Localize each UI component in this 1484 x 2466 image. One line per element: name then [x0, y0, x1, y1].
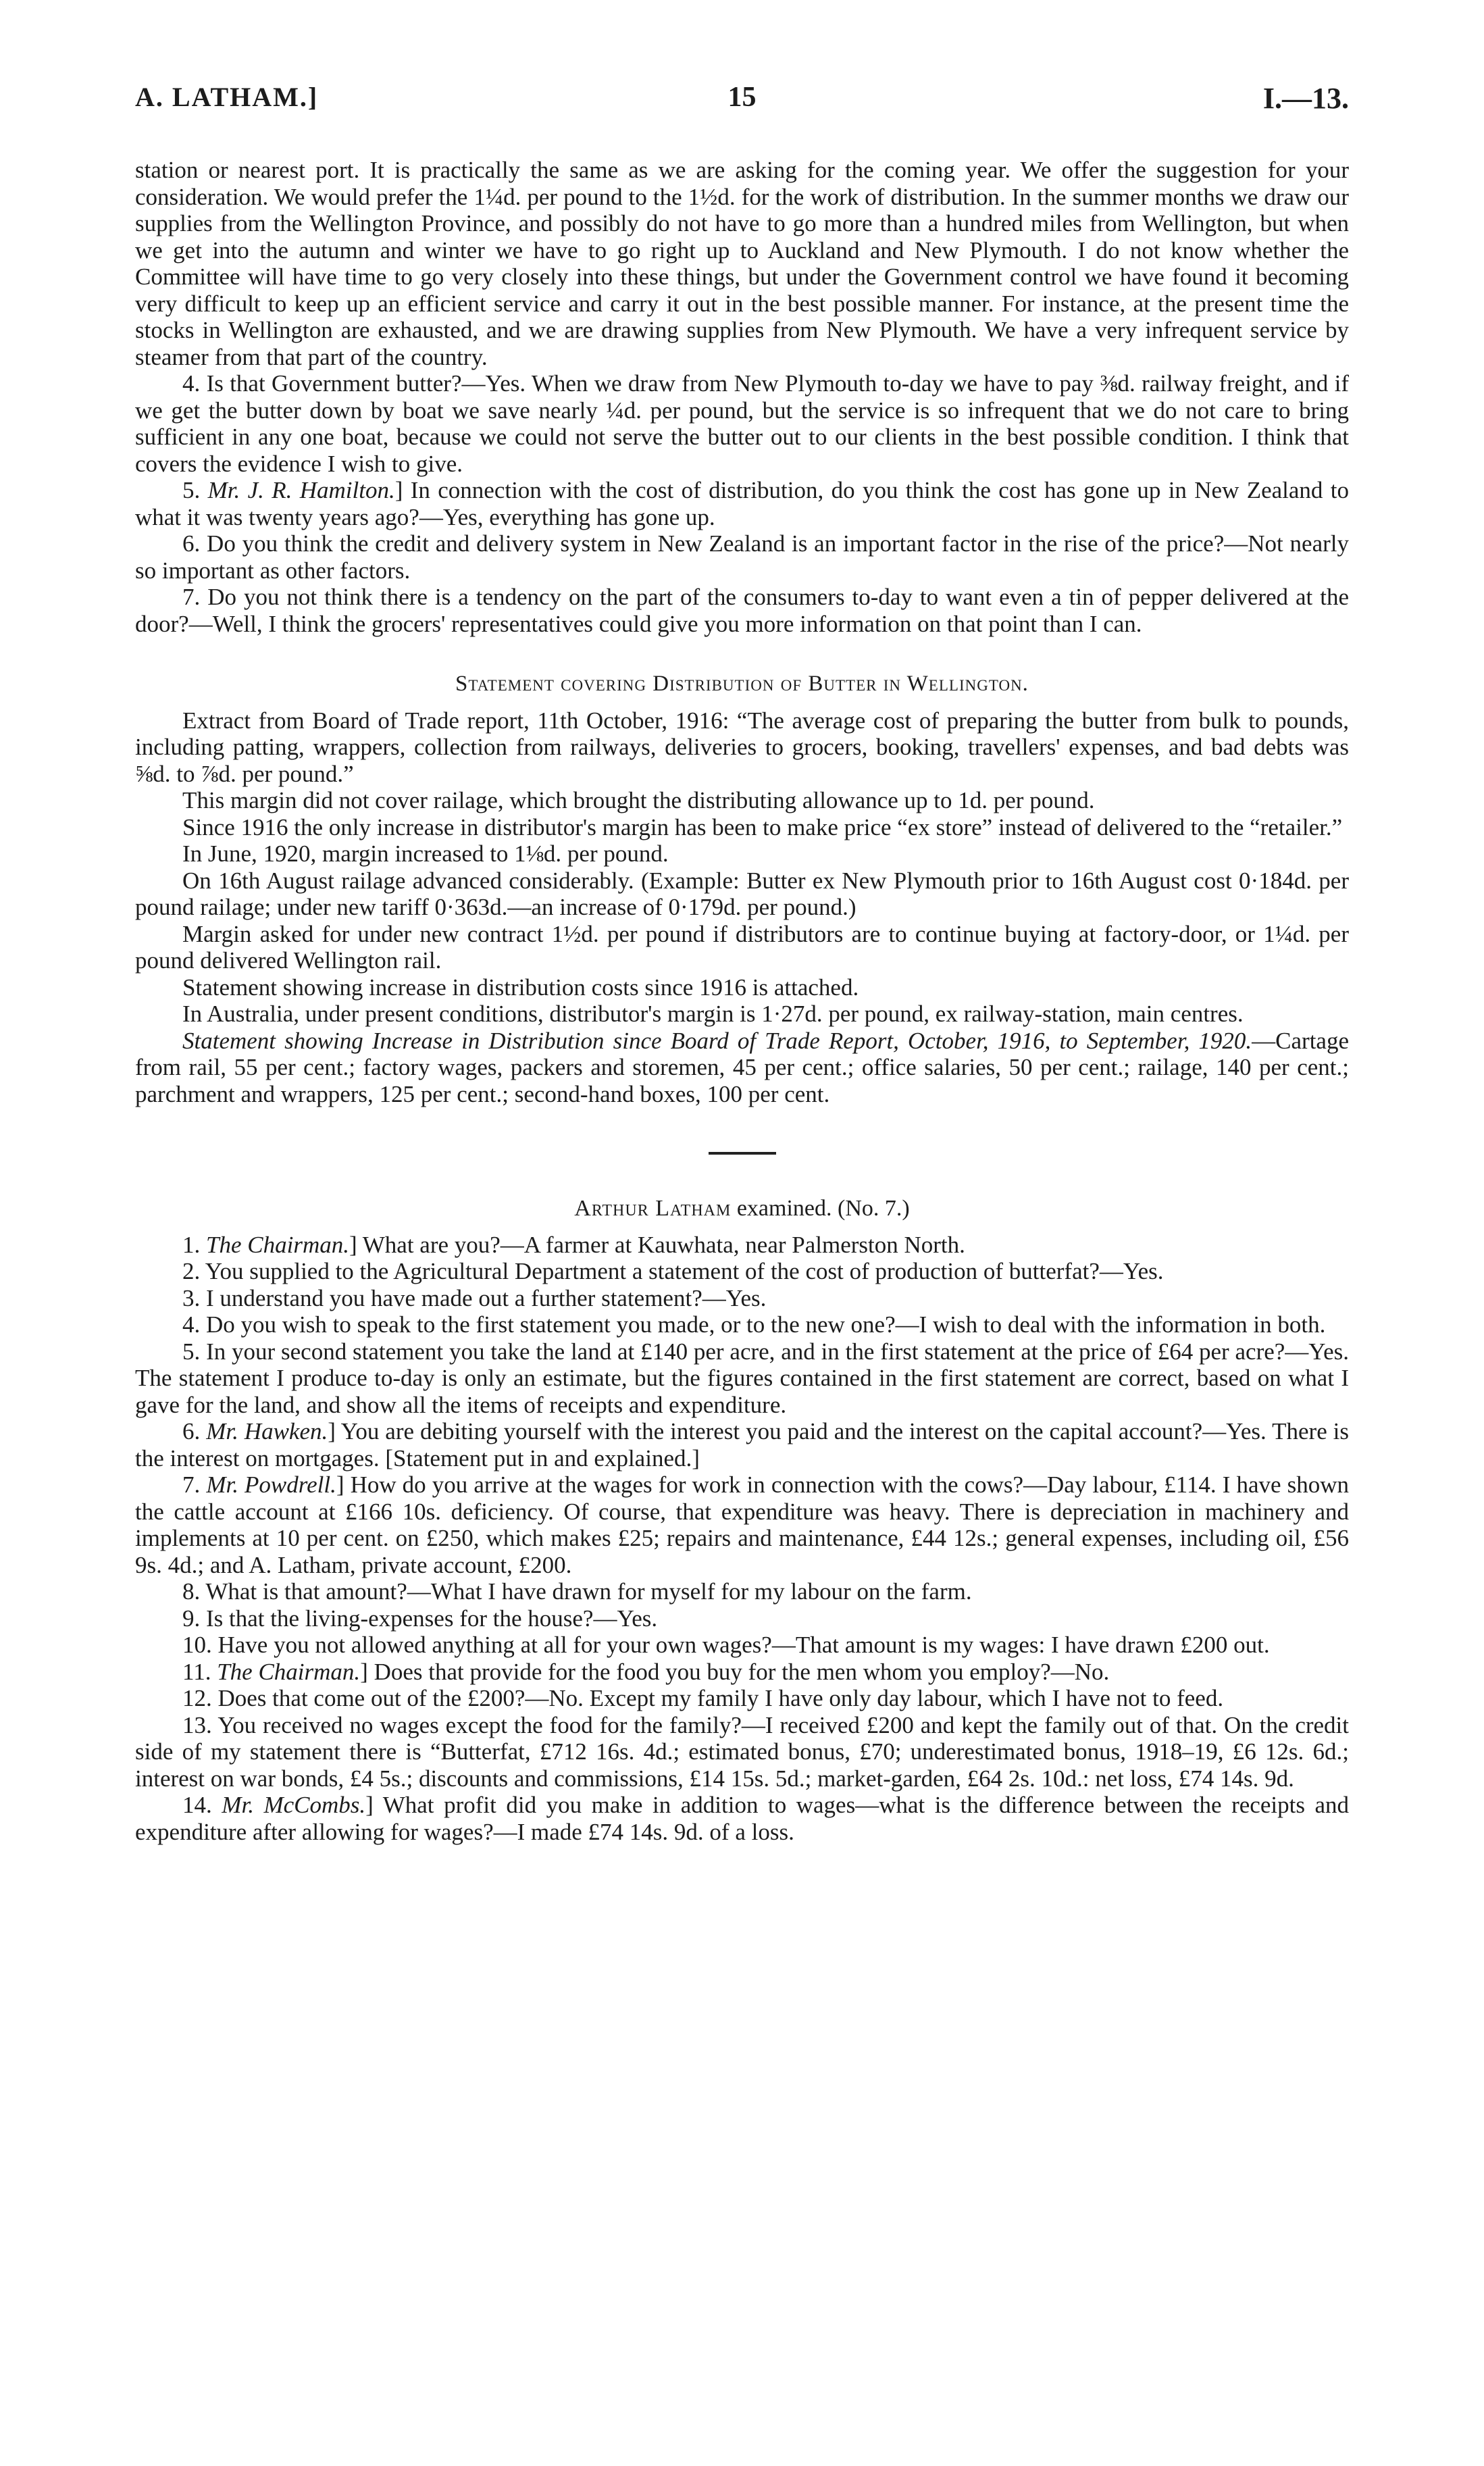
question-text: How do you arrive at the wages for work in connection with the cows?—Day labour, £114. I have shown the cattle account at £166 10s. deficiency. Of course, that expenditure was heavy. There is depreciation in machinery and implements at 10 per cent. on £250, which makes £25; repairs and maintenance, £44 12s.; general expenses, including oil, £56 9s. 4d.; and A. Latham, private account, £200. [135, 1471, 1350, 1578]
page-number: 15 [727, 82, 757, 113]
intro-question-6: 6. Do you think the credit and delivery system in New Zealand is an important factor in the rise of the price?—Not nearly so important as other factors. [135, 530, 1349, 584]
page-body [135, 157, 1349, 1845]
examination-question-10: 10. Have you not allowed anything at all for your own wages?—That amount is my wages: I have drawn £200 out. [182, 1632, 1270, 1658]
examination-question-8: 8. What is that amount?—What I have drawn for myself for my labour on the farm. [182, 1578, 972, 1605]
speaker-name: Mr. McCombs. [222, 1792, 366, 1818]
examination-label: examined. (No. 7.) [736, 1196, 910, 1221]
statement-increase-text: —Cartage from rail, 55 per cent.; factory wages, packers and storemen, 45 per cent.; office salaries, 50 per cent.; railage, 140 per cent.; parchment and wrappers, 125 per cent.; second-hand boxes, 100 per cent. [135, 1027, 1349, 1107]
witness-name: Arthur Latham [574, 1196, 732, 1221]
examination-question-2: 2. You supplied to the Agricultural Department a statement of the cost of production of butterfat?—Yes. [182, 1258, 1164, 1284]
statement-paragraph: On 16th August railage advanced considerably. (Example: Butter ex New Plymouth prior to 16th August cost 0·184d. per pound railage; under new tariff 0·363d.—an increase of 0·179d. per pound.) [135, 867, 1349, 920]
question-number: 14. [182, 1792, 212, 1818]
intro-question-7: 7. Do you not think there is a tendency on the part of the consumers to-day to want even a tin of pepper delivered at the door?—Well, I think the grocers' representatives could give you more information on that point than I can. [135, 584, 1349, 637]
question-text: You are debiting yourself with the interest you paid and the interest on the capital account?—Yes. There is the interest on mortgages. [Statement put in and explained.] [135, 1418, 1350, 1471]
statement-paragraph: In June, 1920, margin increased to 1⅛d. per pound. [182, 840, 669, 867]
examination-question-7: 7. Mr. Powdrell.] How do you arrive at the wages for work in connection with the cows?—Day labour, £114. I have shown the cattle account at £166 10s. deficiency. Of course, that expenditure was heavy. There is depreciation in machinery and implements at 10 per cent. on £250, which makes £25; repairs and maintenance, £44 12s.; general expenses, including oil, £56 9s. 4d.; and A. Latham, private account, £200. [135, 1471, 1350, 1578]
question-text: What are you?—A farmer at Kauwhata, near Palmerston North. [362, 1231, 965, 1258]
examination-question-1: 1. The Chairman.] What are you?—A farmer at Kauwhata, near Palmerston North. [182, 1231, 965, 1258]
header-witness-name: A. LATHAM.] [135, 82, 319, 112]
speaker-name: Mr. J. R. Hamilton. [207, 477, 395, 503]
intro-question-5: 5. Mr. J. R. Hamilton.] In connection with the cost of distribution, do you think the cost has gone up in New Zealand to what it was twenty years ago?—Yes, everything has gone up. [135, 477, 1350, 530]
page-header [135, 81, 1349, 122]
examination-question-6: 6. Mr. Hawken.] You are debiting yourself with the interest you paid and the interest on the capital account?—Yes. There is the interest on mortgages. [Statement put in and explained.] [135, 1418, 1350, 1471]
section-divider [709, 1152, 776, 1155]
speaker-name: The Chairman. [217, 1658, 361, 1685]
paper-reference: I.—13. [1262, 82, 1349, 115]
statement-paragraph: Margin asked for under new contract 1½d. per pound if distributors are to continue buying at factory-door, or 1¼d. per pound delivered Wellington rail. [135, 920, 1349, 974]
intro-paragraph-continuation: station or nearest port. It is practically the same as we are asking for the coming year. We offer the suggestion for your consideration. We would prefer the 1¼d. per pound to the 1½d. for the work of distribution. In the summer months we draw our supplies from the Wellington Province, and possibly do not have to go more than a hundred miles from Wellington, but when we get into the autumn and winter we have to go right up to Auckland and New Plymouth. I do not know whether the Committee will have time to go very closely into these things, but under the Government control we have found it becoming very difficult to keep up an efficient service and carry it out in the best possible manner. For instance, at the present time the stocks in Wellington are exhausted, and we are drawing supplies from New Plymouth. We have a very infrequent service by steamer from that part of the country. [135, 157, 1349, 370]
question-text: Does that provide for the food you buy for the men whom you employ?—No. [374, 1658, 1110, 1685]
examination-question-4: 4. Do you wish to speak to the first statement you made, or to the new one?—I wish to deal with the information in both. [182, 1311, 1326, 1338]
statement-paragraph: Statement showing increase in distribution costs since 1916 is attached. [182, 974, 859, 1001]
question-number: 7. [182, 1471, 201, 1498]
examination-question-13: 13. You received no wages except the food for the family?—I received £200 and kept the family out of that. On the credit side of my statement there is “Butterfat, £712 16s. 4d.; estimated bonus, £70; underestimated bonus, 1918–19, £6 12s. 6d.; interest on war bonds, £4 5s.; discounts and commissions, £14 15s. 5d.; market-garden, £64 2s. 10d.: net loss, £74 14s. 9d. [135, 1711, 1349, 1792]
speaker-name: The Chairman. [206, 1231, 349, 1258]
statement-increase-paragraph [135, 1028, 1349, 1108]
examination-question-11: 11. The Chairman.] Does that provide for the food you buy for the men whom you employ?—No. [182, 1658, 1110, 1685]
examination-question-12: 12. Does that come out of the £200?—No. Except my family I have only day labour, which I have not to feed. [182, 1685, 1224, 1711]
question-text: In connection with the cost of distribution, do you think the cost has gone up in New Zealand to what it was twenty years ago?—Yes, everything has gone up. [135, 477, 1350, 530]
examination-question-9: 9. Is that the living-expenses for the house?—Yes. [182, 1605, 658, 1632]
statement-increase-title: Statement showing Increase in Distribution since Board of Trade Report, October, 1916, to September, 1920. [182, 1027, 1252, 1054]
examination-question-14: 14. Mr. McCombs.] What profit did you make in addition to wages—what is the difference between the receipts and expenditure after allowing for wages?—I made £74 14s. 9d. of a loss. [135, 1792, 1350, 1845]
examination-question-5: 5. In your second statement you take the land at £140 per acre, and in the first statement at the price of £64 per acre?—Yes. The statement I produce to-day is only an estimate, but the figures contained in the first statement are correct, based on what I gave for the land, and show all the items of receipts and expenditure. [135, 1338, 1349, 1418]
question-number: 5. [182, 477, 201, 503]
speaker-name: Mr. Hawken. [206, 1418, 328, 1444]
statement-paragraph: In Australia, under present conditions, distributor's margin is 1·27d. per pound, ex railway-station, main centres. [182, 1001, 1244, 1027]
statement-heading: Statement covering Distribution of Butter in Wellington. [455, 672, 1029, 696]
examination-question-3: 3. I understand you have made out a further statement?—Yes. [182, 1284, 767, 1311]
statement-paragraph: This margin did not cover railage, which brought the distributing allowance up to 1d. per pound. [182, 787, 1095, 813]
speaker-name: Mr. Powdrell. [206, 1471, 336, 1498]
statement-paragraph: Since 1916 the only increase in distributor's margin has been to make price “ex store” instead of delivered to the “retailer.” [182, 813, 1343, 840]
examination-heading [135, 1195, 1349, 1222]
question-number: 1. [182, 1231, 201, 1258]
question-text: What profit did you make in addition to wages—what is the difference between the receipts and expenditure after allowing for wages?—I made £74 14s. 9d. of a loss. [135, 1792, 1350, 1845]
statement-paragraph: Extract from Board of Trade report, 11th October, 1916: “The average cost of preparing the butter from bulk to pounds, including patting, wrappers, collection from railways, deliveries to grocers, booking, travellers' expenses, and bad debts was ⅝d. to ⅞d. per pound.” [135, 707, 1349, 787]
question-number: 6. [182, 1418, 201, 1444]
question-number: 11. [182, 1658, 211, 1685]
intro-question-4: 4. Is that Government butter?—Yes. When we draw from New Plymouth to-day we have to pay ⅜d. railway freight, and if we get the butter down by boat we save nearly ¼d. per pound, but the service is so infrequent that we do not care to bring sufficient in any one boat, because we could not serve the butter out to our clients in the best possible condition. I think that covers the evidence I wish to give. [135, 370, 1349, 477]
